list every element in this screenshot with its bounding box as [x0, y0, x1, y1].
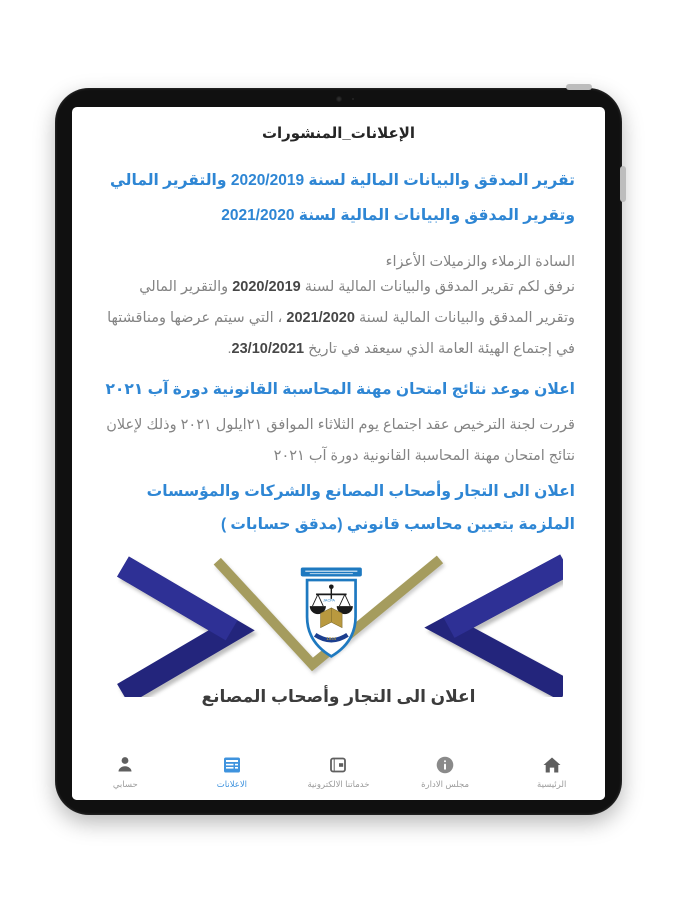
tab-label: حسابي	[112, 779, 138, 789]
logo-acronym: JACPA	[323, 598, 335, 603]
logo-year: 1944	[326, 635, 337, 641]
tab-announcements[interactable]	[197, 754, 267, 790]
announcement-body-financial-reports: نرفق لكم تقرير المدقق والبيانات المالية لسنة 2020/2019 والتقرير المالي وتقرير المدقق والبيانات المالية لسنة 2021/2020 ، التي سيتم عرضها ومناقشتها في إجتماع الهيئة العامة الذي سيعقد في تاريخ 23/10/2021.	[107, 278, 575, 358]
tab-label: الاعلانات	[216, 779, 248, 789]
announcements-icon	[221, 754, 243, 776]
left-ribbon-chevron	[123, 566, 232, 694]
power-button	[566, 84, 592, 90]
announcements-feed	[72, 124, 605, 707]
tab-label: خدماتنا الالكترونية	[307, 779, 370, 789]
tablet-device-frame	[55, 88, 622, 815]
tab-home[interactable]	[517, 754, 587, 790]
banner-graphic	[114, 554, 563, 698]
person-icon	[114, 754, 136, 776]
tab-board[interactable]	[410, 754, 480, 790]
wallet-icon	[327, 754, 349, 776]
home-icon	[541, 754, 563, 776]
greeting-line: السادة الزملاء والزميلات الأعزاء	[385, 253, 575, 270]
tab-label: الرئيسية	[537, 779, 567, 789]
tab-e-services[interactable]	[303, 754, 373, 790]
announcement-heading-merchants[interactable]: اعلان الى التجار وأصحاب المصانع والشركات والمؤسسات الملزمة بتعيين محاسب قانوني (مدقق حسابات )	[146, 483, 575, 534]
association-logo	[301, 567, 362, 656]
tab-label: مجلس الادارة	[421, 779, 470, 789]
app-screen	[72, 107, 605, 800]
volume-button	[620, 166, 626, 202]
info-icon	[434, 754, 456, 776]
tab-my-account[interactable]	[90, 754, 160, 790]
announcement-heading-exam-results[interactable]: اعلان موعد نتائج امتحان مهنة المحاسبة القانونية دورة آب ٢٠٢١	[105, 381, 575, 399]
banner-image[interactable]	[114, 554, 563, 708]
right-ribbon-chevron	[449, 564, 563, 690]
bottom-tab-bar	[72, 744, 605, 800]
announcement-body-exam-results: قررت لجنة الترخيص عقد اجتماع يوم الثلاثاء الموافق ٢١ايلول ٢٠٢١ وذلك لإعلان نتائج امتحان مهنة المحاسبة القانونية دورة آب ٢٠٢١	[106, 417, 575, 465]
announcement-heading-financial-reports[interactable]: تقرير المدقق والبيانات المالية لسنة 2020/2019 والتقرير المالي وتقرير المدقق والبيانات المالية لسنة 2021/2020	[110, 172, 575, 224]
banner-caption: اعلان الى التجار وأصحاب المصانع	[201, 687, 476, 707]
page-title: الإعلانات_المنشورات	[261, 125, 416, 142]
front-camera-dot	[336, 96, 342, 102]
